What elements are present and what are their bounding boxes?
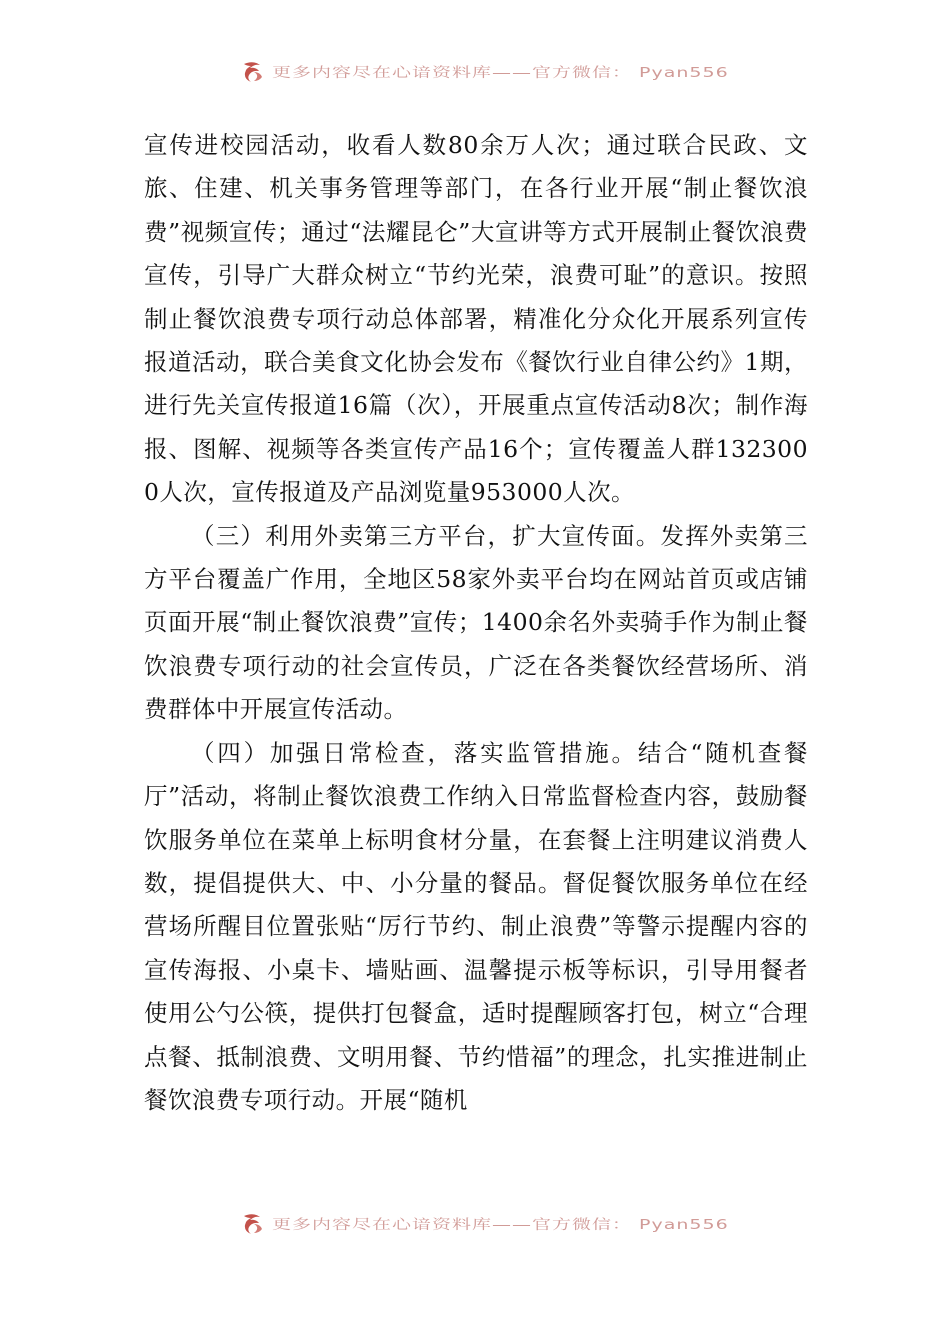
watermark-text: 更多内容尽在心谙资料库——官方微信： Pyan556 <box>272 64 729 81</box>
watermark-text: 更多内容尽在心谙资料库——官方微信： Pyan556 <box>272 1216 729 1233</box>
paragraph-1: 宣传进校园活动，收看人数80余万人次；通过联合民政、文旅、住建、机关事务管理等部门，在各行业开展“制止餐饮浪费”视频宣传；通过“法耀昆仑”大宣讲等方式开展制止餐饮浪费宣传，引导广大群众树立“节约光荣，浪费可耻”的意识。按照制止餐饮浪费专项行动总体部署，精准化分众化开展系列宣传报道活动，联合美食文化协会发布《餐饮行业自律公约》1期，进行先关宣传报道16篇（次），开展重点宣传活动8次；制作海报、图解、视频等各类宣传产品16个；宣传覆盖人群1323000人次，宣传报道及产品浏览量953000人次。 <box>144 131 808 507</box>
header-watermark <box>240 56 760 86</box>
paragraph-2: （三）利用外卖第三方平台，扩大宣传面。发挥外卖第三方平台覆盖广作用，全地区58家外卖平台均在网站首页或店铺页面开展“制止餐饮浪费”宣传；1400余名外卖骑手作为制止餐饮浪费专项行动的社会宣传员，广泛在各类餐饮经营场所、消费群体中开展宣传活动。 <box>144 521 808 724</box>
footer-watermark <box>240 1208 760 1238</box>
document-body <box>144 124 808 1122</box>
swirl-logo-icon <box>240 1210 266 1236</box>
swirl-logo-icon <box>240 58 266 84</box>
paragraph-3: （四）加强日常检查，落实监管措施。结合“随机查餐厅”活动，将制止餐饮浪费工作纳入日常监督检查内容，鼓励餐饮服务单位在菜单上标明食材分量，在套餐上注明建议消费人数，提倡提供大、中、小分量的餐品。督促餐饮服务单位在经营场所醒目位置张贴“厉行节约、制止浪费”等警示提醒内容的宣传海报、小桌卡、墙贴画、温馨提示板等标识，引导用餐者使用公勺公筷，提供打包餐盒，适时提醒顾客打包，树立“合理点餐、抵制浪费、文明用餐、节约惜福”的理念，扎实推进制止餐饮浪费专项行动。开展“随机 <box>144 738 808 1114</box>
